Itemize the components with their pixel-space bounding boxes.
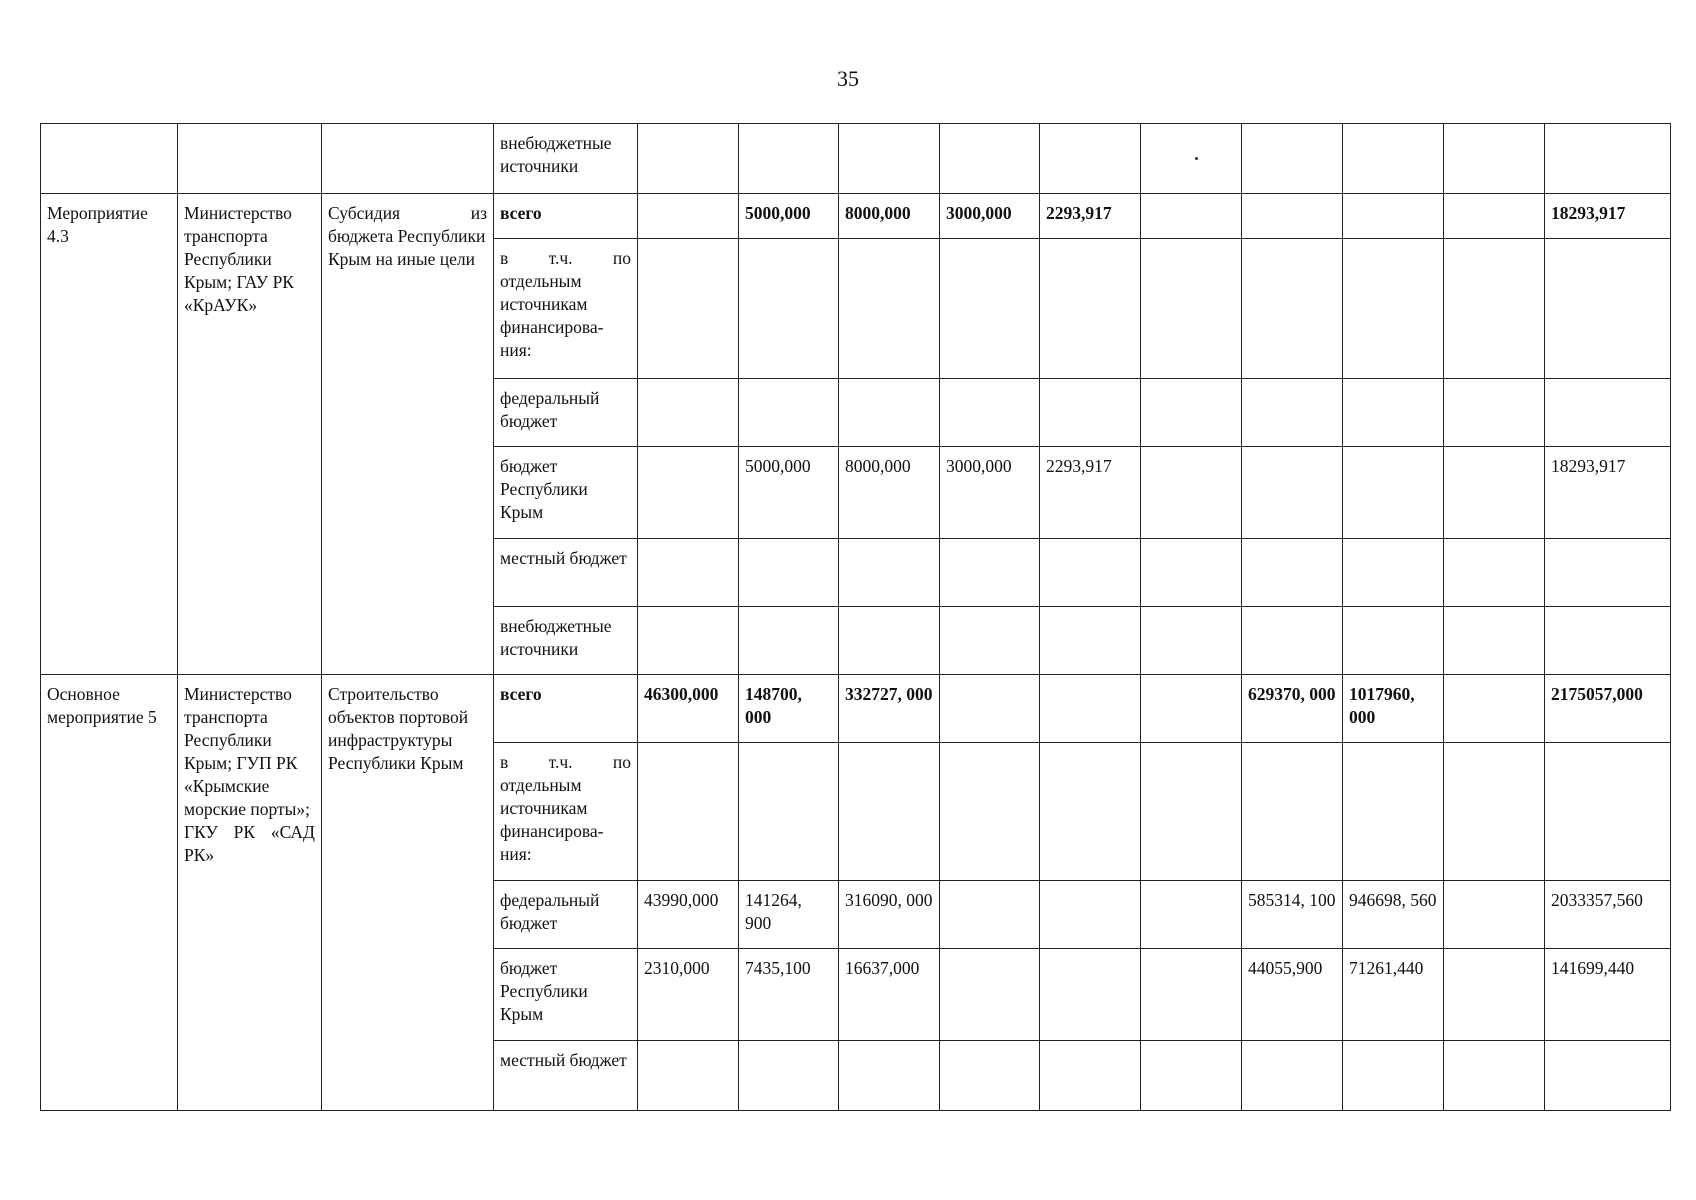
value-cell [638, 607, 739, 675]
value-cell: 946698, 560 [1343, 881, 1444, 949]
source-line-1: в т.ч. по [500, 248, 631, 268]
value-cell: 5000,000 [739, 447, 839, 539]
source-rest: отдельным источникам финансирова-ния: [500, 775, 604, 864]
value-cell: 16637,000 [839, 949, 940, 1041]
description-line-1: Субсидия из [328, 203, 487, 223]
value-cell: 3000,000 [940, 194, 1040, 239]
source-label: внебюджетные источники [494, 607, 638, 675]
value-cell [839, 124, 940, 194]
value-cell: 1017960, 000 [1343, 675, 1444, 743]
source-label: всего [494, 194, 638, 239]
value-cell [638, 239, 739, 379]
value-cell [638, 379, 739, 447]
event5-total-row [41, 675, 1671, 743]
value-cell [1141, 1041, 1242, 1111]
value-cell: 18293,917 [1545, 447, 1671, 539]
value-cell: 2293,917 [1040, 194, 1141, 239]
value-cell [1141, 881, 1242, 949]
value-cell [1545, 743, 1671, 881]
row-prev-extra [41, 124, 1671, 194]
value-cell [1343, 743, 1444, 881]
value-cell: 148700, 000 [739, 675, 839, 743]
value-cell [1242, 1041, 1343, 1111]
value-cell [940, 379, 1040, 447]
source-rest: отдельным источникам финансирова-ния: [500, 271, 604, 360]
value-cell [1141, 379, 1242, 447]
value-cell [1040, 539, 1141, 607]
value-cell [638, 539, 739, 607]
value-cell [1343, 1041, 1444, 1111]
source-label: местный бюджет [494, 1041, 638, 1111]
value-cell [1444, 194, 1545, 239]
value-cell [739, 607, 839, 675]
value-cell [940, 949, 1040, 1041]
value-cell [940, 743, 1040, 881]
value-cell: 629370, 000 [1242, 675, 1343, 743]
value-cell [1444, 379, 1545, 447]
value-cell: 71261,440 [1343, 949, 1444, 1041]
value-cell: 141699,440 [1545, 949, 1671, 1041]
value-cell [940, 1041, 1040, 1111]
value-cell [739, 743, 839, 881]
value-cell [1444, 124, 1545, 194]
event-name: Основное мероприятие 5 [41, 675, 178, 1111]
value-cell [1242, 539, 1343, 607]
value-cell [1141, 675, 1242, 743]
value-cell: 44055,900 [1242, 949, 1343, 1041]
value-cell [940, 124, 1040, 194]
source-label: всего [494, 675, 638, 743]
value-cell [1040, 743, 1141, 881]
value-cell [1141, 949, 1242, 1041]
value-cell [1545, 239, 1671, 379]
value-cell: 5000,000 [739, 194, 839, 239]
value-cell [1343, 124, 1444, 194]
value-cell [940, 239, 1040, 379]
source-label: федеральный бюджет [494, 881, 638, 949]
value-cell [1343, 194, 1444, 239]
value-cell [839, 539, 940, 607]
value-cell: 2310,000 [638, 949, 739, 1041]
value-cell [1545, 379, 1671, 447]
value-cell [1545, 124, 1671, 194]
value-cell: 18293,917 [1545, 194, 1671, 239]
value-cell: 8000,000 [839, 447, 940, 539]
source-label: бюджет Республики Крым [494, 447, 638, 539]
value-cell [940, 539, 1040, 607]
value-cell [1545, 539, 1671, 607]
source-label [494, 239, 638, 379]
source-line-1: в т.ч. по [500, 752, 631, 772]
page-number: 35 [837, 66, 859, 91]
event-description [322, 194, 494, 675]
source-label: федеральный бюджет [494, 379, 638, 447]
value-cell [839, 239, 940, 379]
value-cell [1242, 124, 1343, 194]
cell-empty [41, 124, 178, 194]
event-description: Строительство объектов портовой инфраструктуры Республики Крым [322, 675, 494, 1111]
value-cell [940, 675, 1040, 743]
value-cell: 2033357,560 [1545, 881, 1671, 949]
value-cell [1444, 239, 1545, 379]
value-cell [1040, 1041, 1141, 1111]
executor-end: РК» [184, 845, 215, 865]
value-cell [1242, 447, 1343, 539]
executor-justified: ГКУ РК «САД [184, 822, 315, 842]
source-label: бюджет Республики Крым [494, 949, 638, 1041]
value-cell [1545, 1041, 1671, 1111]
value-cell [1040, 239, 1141, 379]
value-cell [638, 194, 739, 239]
value-cell: 2293,917 [1040, 447, 1141, 539]
source-label [494, 743, 638, 881]
value-cell [839, 607, 940, 675]
value-cell [1343, 447, 1444, 539]
source-label: внебюджетные источники [494, 124, 638, 194]
value-cell [1242, 379, 1343, 447]
value-cell [1040, 379, 1141, 447]
event-name: Мероприятие 4.3 [41, 194, 178, 675]
value-cell [739, 239, 839, 379]
value-cell [739, 539, 839, 607]
value-cell: 7435,100 [739, 949, 839, 1041]
value-cell: 46300,000 [638, 675, 739, 743]
description-rest: бюджета Республики Крым на иные цели [328, 226, 486, 269]
value-cell [1141, 239, 1242, 379]
value-cell [638, 447, 739, 539]
value-cell [1040, 881, 1141, 949]
value-cell: 316090, 000 [839, 881, 940, 949]
value-cell [940, 881, 1040, 949]
value-cell [839, 743, 940, 881]
budget-table [40, 123, 1671, 1111]
executor-text: Министерство транспорта Республики Крым; ГУП РК «Крымские морские порты»; [184, 684, 311, 819]
value-cell: 585314, 100 [1242, 881, 1343, 949]
value-cell [1040, 949, 1141, 1041]
value-cell [839, 379, 940, 447]
value-cell [1343, 539, 1444, 607]
value-cell [1343, 239, 1444, 379]
value-cell [1444, 881, 1545, 949]
cell-empty [322, 124, 494, 194]
value-cell [1040, 124, 1141, 194]
value-cell [1040, 675, 1141, 743]
value-cell [1242, 194, 1343, 239]
value-cell: 8000,000 [839, 194, 940, 239]
value-cell [839, 1041, 940, 1111]
value-cell [1444, 539, 1545, 607]
value-cell [1242, 607, 1343, 675]
value-cell: 2175057,000 [1545, 675, 1671, 743]
value-cell [1141, 743, 1242, 881]
value-cell [638, 124, 739, 194]
value-cell [739, 379, 839, 447]
value-cell [1444, 1041, 1545, 1111]
value-cell [638, 743, 739, 881]
value-cell: 141264, 900 [739, 881, 839, 949]
value-cell: 43990,000 [638, 881, 739, 949]
value-cell [1141, 447, 1242, 539]
value-cell [1444, 675, 1545, 743]
value-cell [1242, 239, 1343, 379]
value-cell [1242, 743, 1343, 881]
value-cell [1444, 447, 1545, 539]
value-cell [739, 124, 839, 194]
value-cell [1545, 607, 1671, 675]
value-cell [1343, 607, 1444, 675]
source-label: местный бюджет [494, 539, 638, 607]
value-cell [1343, 379, 1444, 447]
value-cell [739, 1041, 839, 1111]
value-cell [1444, 949, 1545, 1041]
value-cell: 332727, 000 [839, 675, 940, 743]
value-cell: 3000,000 [940, 447, 1040, 539]
value-cell [1141, 607, 1242, 675]
value-cell [1141, 539, 1242, 607]
value-cell [940, 607, 1040, 675]
value-cell [638, 1041, 739, 1111]
value-cell [1141, 194, 1242, 239]
value-cell [1444, 607, 1545, 675]
event43-total-row [41, 194, 1671, 239]
event-executor: Министерство транспорта Республики Крым; ГАУ РК «КрАУК» [178, 194, 322, 675]
event-executor [178, 675, 322, 1111]
value-cell [1141, 124, 1242, 194]
value-cell [1444, 743, 1545, 881]
value-cell [1040, 607, 1141, 675]
cell-empty [178, 124, 322, 194]
